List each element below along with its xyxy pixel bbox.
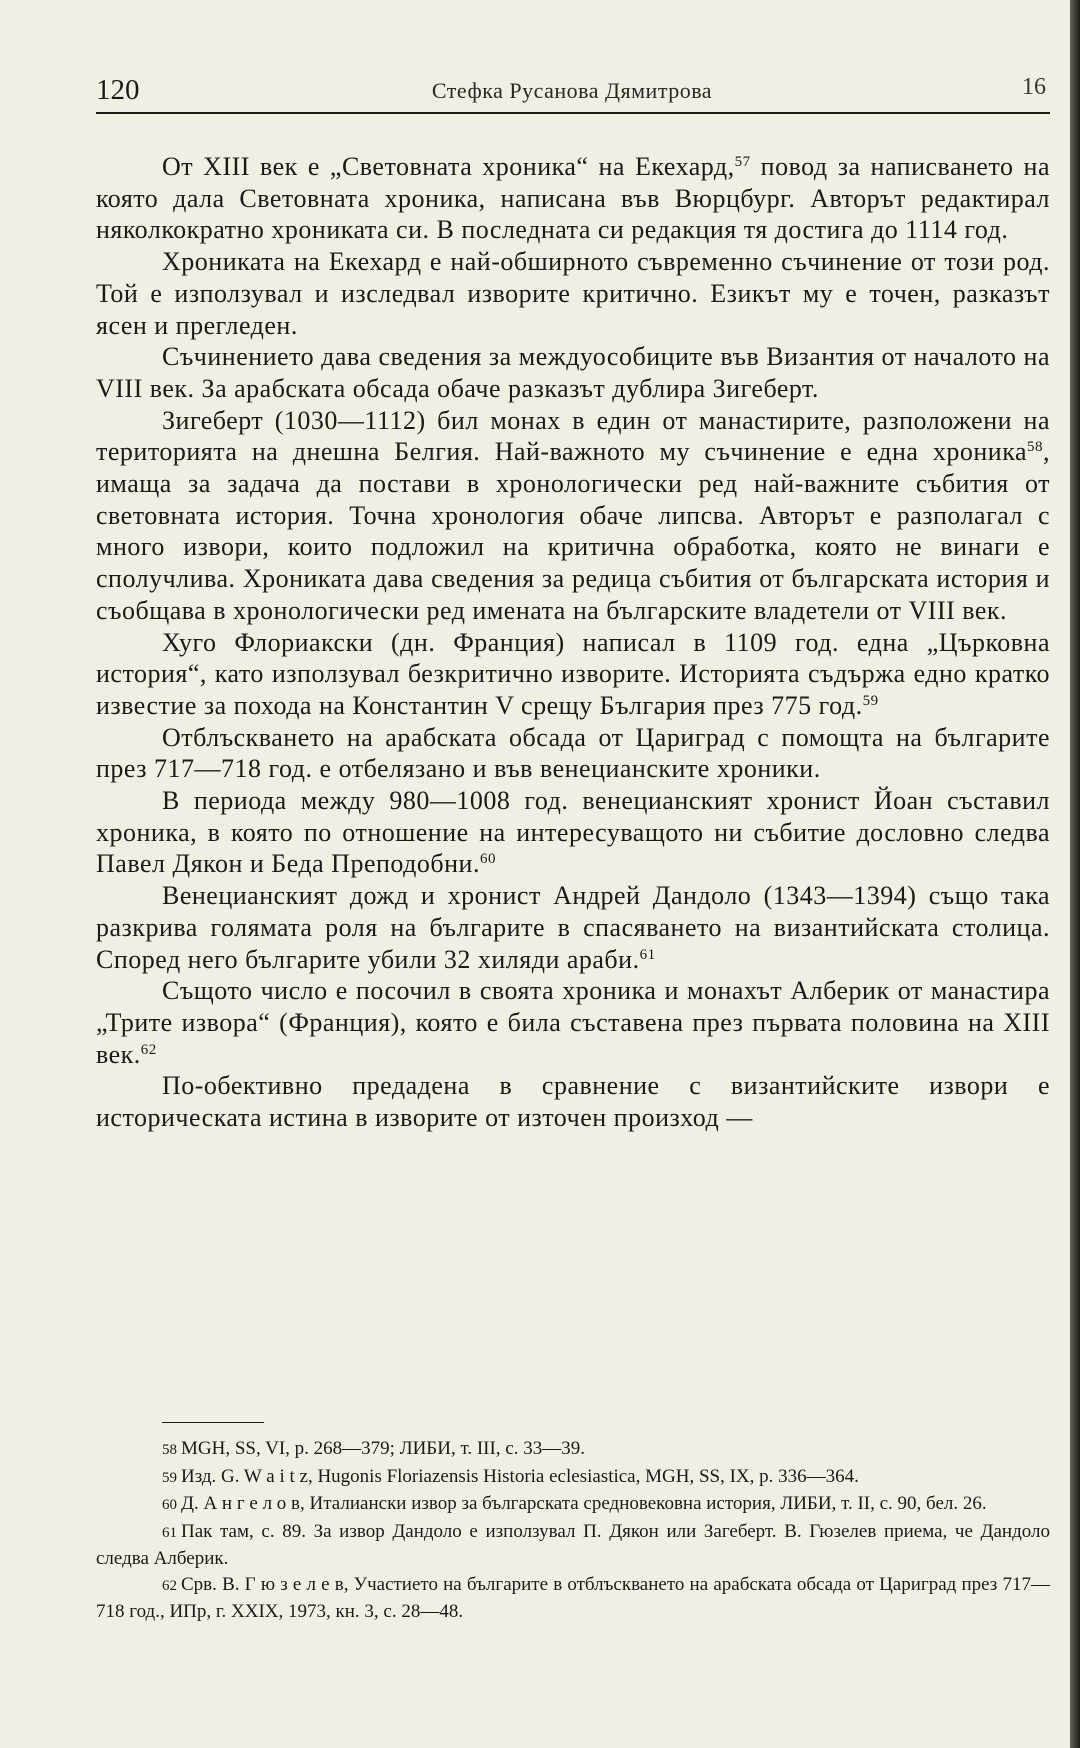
paragraph-text: По-обективно предадена в сравнение с византийските извори е историческата истина в изворите от източен произход — <box>96 1071 1050 1133</box>
paragraph <box>96 722 1050 785</box>
paragraph-text: Отблъскването на арабската обсада от Цариград с помощта на българите през 717—718 год. е отбелязано и във венецианските хроники. <box>96 722 1050 784</box>
paragraph <box>96 405 1050 627</box>
footnote-reference: 59 <box>862 692 879 709</box>
footnote-text: Пак там, с. 89. За извор Дандоло е използувал П. Дякон или Загеберт. В. Гюзелев приема, че Дандоло следва Алберик. <box>96 1520 1050 1569</box>
footnotes <box>96 1436 1050 1625</box>
paragraph <box>96 151 1050 246</box>
footnote-text: MGH, SS, VI, p. 268—379; ЛИБИ, т. III, с. 33—39. <box>181 1438 585 1459</box>
footnote <box>96 1519 1050 1572</box>
footnote <box>96 1491 1050 1519</box>
paragraph-text: От XIII век е „Световната хроника“ на Екехард, <box>162 152 735 181</box>
paragraph-text: Хуго Флориакски (дн. Франция) написал в 1109 год. една „Църковна история“, като използувал безкритично изворите. Историята съдържа едно кратко известие за похода на Константин V срещу България през 775 год. <box>96 627 1050 720</box>
paragraph-text: Същото число е посочил в своята хроника и монахът Алберик от манастира „Трите извора“ (Франция), която е била съставена през първата половина на XIII век. <box>96 976 1050 1069</box>
paragraph-text: , имаща за задача да постави в хронологически ред най-важните събития от световната история. Точна хронология обаче липсва. Авторът е разполагал с много извори, които подложил на критична обработка, която не винаги е сполучлива. Хрониката дава сведения за редица събития от българската история и съобщава в хронологически ред имената на българските владетели от VIII век. <box>96 437 1050 625</box>
footnote-separator <box>162 1422 264 1423</box>
footnote <box>96 1572 1050 1625</box>
paragraph-text: повод за написването на която дала Световната хроника, написана във Вюрцбург. Авторът редактирал няколкократно хрониката си. В последната си редакция тя достига до 1114 год. <box>96 152 1050 245</box>
footnote-reference: 57 <box>734 154 751 170</box>
running-head-author: Стефка Русанова Дямитрова <box>431 78 713 103</box>
paragraph-text: В периода между 980—1008 год. венецианският хронист Йоан съставил хроника, в която по отношение на интересуващото ни събитие дословно следва Павел Дякон и Беда Преподобни. <box>96 786 1050 879</box>
paragraph-text: Хрониката на Екехард е най-обширното съвременно съчинение от този род. Той е използувал и изследвал изворите критично. Езикът му е точен, разказът ясен и прегледен. <box>96 247 1050 340</box>
footnote-reference: 62 <box>140 1041 157 1058</box>
paragraph <box>96 246 1050 341</box>
paragraph <box>96 1070 1050 1133</box>
footnote-number: 61 <box>162 1524 177 1541</box>
header-rule <box>96 112 1050 114</box>
footnote-reference: 61 <box>639 946 656 963</box>
adjacent-page-number: 16 <box>1022 74 1046 100</box>
paragraph-text: Венецианският дожд и хронист Андрей Дандоло (1343—1394) също така разкрива голямата роля на българите в спасяването на византийската столица. Според него българите убили 32 хиляди араби. <box>96 881 1050 974</box>
footnote-text: Изд. G. W a i t z, Hugonis Floriazensis Historia eclesiastica, MGH, SS, IX, p. 336—364. <box>181 1465 859 1487</box>
footnote-number: 58 <box>162 1442 177 1458</box>
body-text <box>96 151 1050 1134</box>
paragraph <box>96 627 1050 722</box>
footnote-number: 62 <box>162 1577 177 1594</box>
paragraph <box>96 785 1050 880</box>
paragraph <box>96 975 1050 1070</box>
footnote-text: Д. А н г е л о в, Италиански извор за българската средновековна история, ЛИБИ, т. II, с. 90, бел. 26. <box>181 1493 987 1514</box>
footnote <box>96 1464 1050 1492</box>
footnote-number: 60 <box>162 1497 177 1513</box>
footnote-number: 59 <box>162 1469 177 1486</box>
footnote-text: Срв. В. Г ю з е л е в, Участието на българите в отблъскването на арабската обсада от Цариград през 717—718 год., ИПр, г. XXIX, 1973, кн. 3, с. 28—48. <box>96 1573 1050 1622</box>
paragraph-text: Съчинението дава сведения за междуособиците във Византия от началото на VIII век. За арабската обсада обаче разказът дублира Зигеберт. <box>96 342 1050 403</box>
paragraph-text: Зигеберт (1030—1112) бил монах в един от манастирите, разположени на територията на днешна Белгия. Най-важното му съчинение е една хроника <box>96 405 1050 467</box>
footnote <box>96 1436 1050 1464</box>
footnote-reference: 60 <box>479 851 496 868</box>
running-head <box>96 72 1048 112</box>
paragraph <box>96 341 1050 404</box>
paragraph <box>96 880 1050 975</box>
page-spine-edge <box>1070 0 1080 1748</box>
footnote-reference: 58 <box>1027 439 1043 456</box>
page-number: 120 <box>96 74 140 106</box>
